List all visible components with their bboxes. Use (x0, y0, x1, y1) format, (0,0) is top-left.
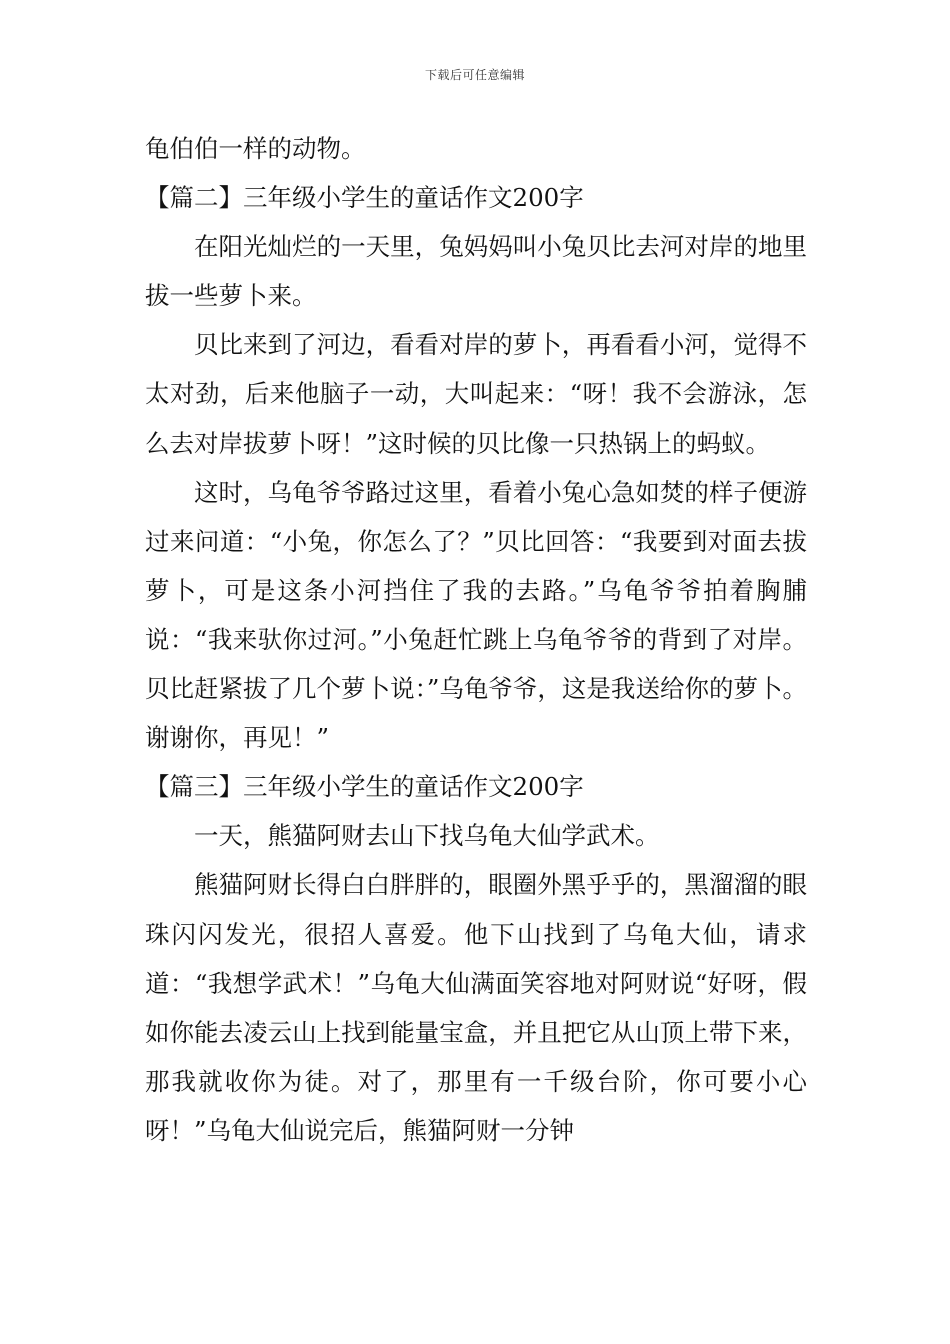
paragraph: 贝比来到了河边，看看对岸的萝卜，再看看小河，觉得不太对劲，后来他脑子一动，大叫起来：“呀！我不会游泳，怎么去对岸拔萝卜呀！”这时候的贝比像一只热锅上的蚂蚁。 (145, 330, 807, 458)
paragraph: 在阳光灿烂的一天里，兔妈妈叫小兔贝比去河对岸的地里拔一些萝卜来。 (145, 232, 807, 311)
paragraph: 一天，熊猫阿财去山下找乌龟大仙学武术。 (194, 821, 660, 851)
section-heading-2: 【篇二】三年级小学生的童话作文200字 (145, 183, 584, 213)
document-body (145, 124, 807, 1155)
section-heading-3: 【篇三】三年级小学生的童话作文200字 (145, 772, 584, 802)
paragraph-continuation: 龟伯伯一样的动物。 (145, 134, 366, 163)
paragraph: 熊猫阿财长得白白胖胖的，眼圈外黑乎乎的，黑溜溜的眼珠闪闪发光，很招人喜爱。他下山找到了乌龟大仙，请求道：“我想学武术！”乌龟大仙满面笑容地对阿财说“好呀，假如你能去凌云山上找到能量宝盒，并且把它从山顶上带下来，那我就收你为徒。对了，那里有一千级台阶，你可要小心呀！”乌龟大仙说完后，熊猫阿财一分钟 (145, 870, 807, 1145)
page-header: 下载后可任意编辑 (424, 68, 525, 82)
paragraph: 这时，乌龟爷爷路过这里，看着小兔心急如焚的样子便游过来问道：“小兔，你怎么了？”贝比回答：“我要到对面去拔萝卜，可是这条小河挡住了我的去路。”乌龟爷爷拍着胸脯说：“我来驮你过河。”小兔赶忙跳上乌龟爷爷的背到了对岸。贝比赶紧拔了几个萝卜说：”乌龟爷爷，这是我送给你的萝卜。谢谢你，再见！” (145, 477, 807, 753)
